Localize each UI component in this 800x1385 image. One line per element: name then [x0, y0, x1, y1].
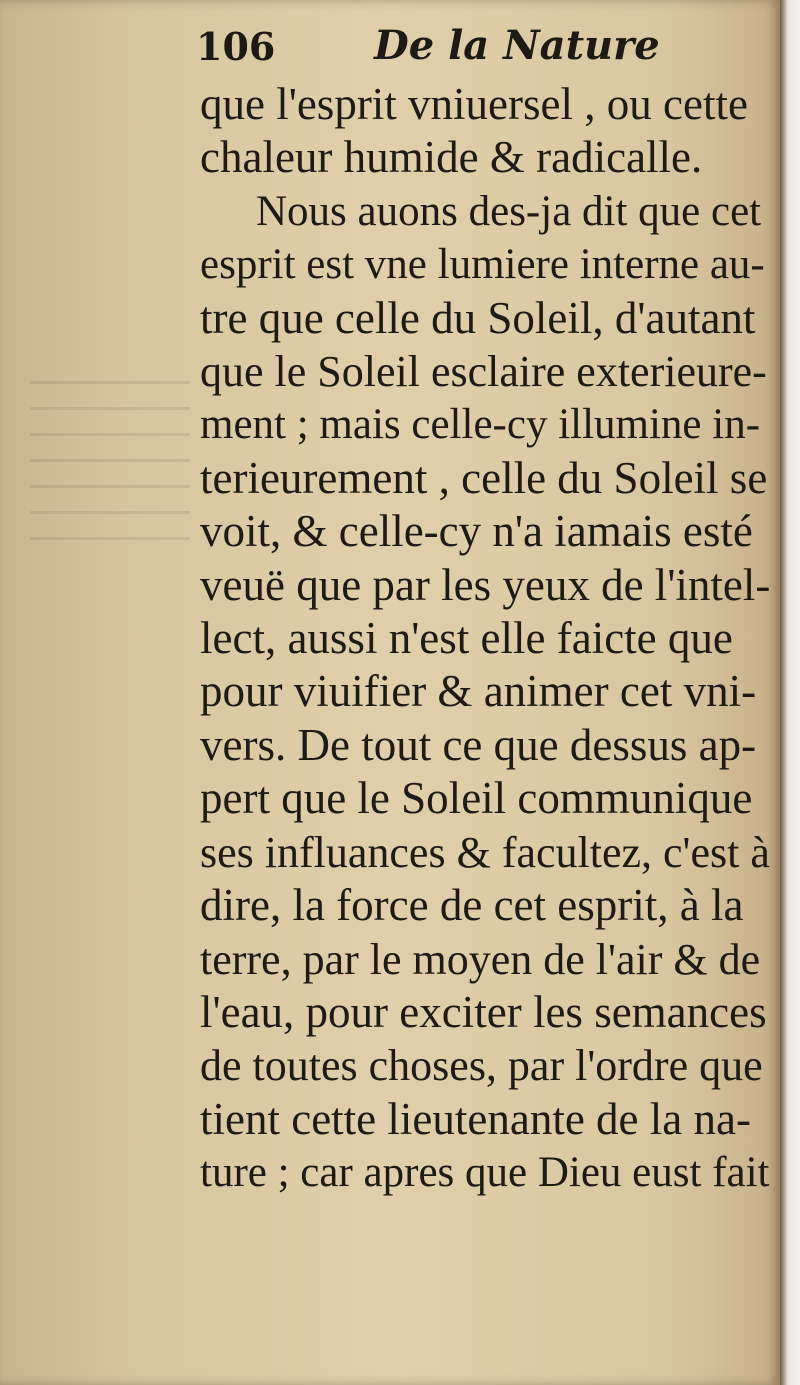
text-line: tient cette lieutenante de la na- [200, 1093, 751, 1144]
text-line: tre que celle du Soleil, d'autant [200, 292, 756, 343]
text-line: vers. De tout ce que dessus ap- [200, 719, 757, 770]
show-through-bleed [30, 360, 190, 540]
text-line: Nous auons des-ja dit que cet [256, 187, 762, 235]
page-number: 106 [196, 24, 276, 69]
text-line: ses influances & facultez, c'est à [200, 827, 770, 877]
text-line: ment ; mais celle-cy illumine in- [200, 401, 761, 449]
running-title: De la Nature [374, 22, 660, 69]
text-line: ture ; car apres que Dieu eust fait [200, 1149, 770, 1197]
page-edge [780, 0, 800, 1385]
text-line: que l'esprit vniuersel , ou cette [200, 79, 748, 129]
text-line: chaleur humide & radicalle. [200, 132, 703, 183]
text-line: dire, la force de cet esprit, à la [200, 880, 744, 931]
text-line: l'eau, pour exciter les semances [200, 986, 767, 1037]
body-text [200, 78, 772, 1200]
text-line: lect, aussi n'est elle faicte que [200, 613, 733, 664]
text-line: voit, & celle-cy n'a iamais esté [200, 506, 753, 557]
text-line: pour viuifier & animer cet vni- [200, 666, 757, 717]
page-header [196, 18, 756, 78]
text-line: veuë que par les yeux de l'intel- [200, 559, 771, 610]
text-line: terre, par le moyen de l'air & de [200, 934, 761, 984]
text-line: terieurement , celle du Soleil se [200, 452, 768, 503]
text-line: esprit est vne lumiere interne au- [200, 241, 765, 289]
text-line: que le Soleil esclaire exterieure- [200, 347, 767, 397]
text-line: pert que le Soleil communique [200, 773, 753, 824]
text-line: de toutes choses, par l'ordre que [200, 1041, 763, 1091]
